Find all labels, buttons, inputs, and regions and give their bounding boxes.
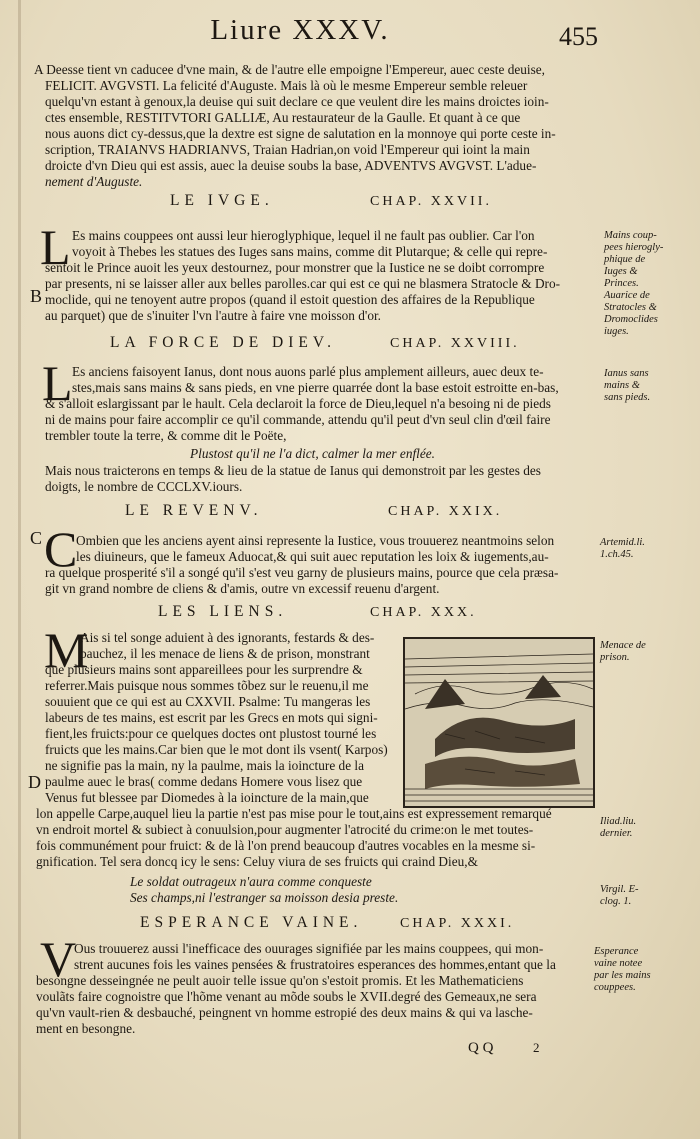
text-line: git vn grand nombre de cliens & d'amis, outre vn excessif reuenu d'argent. (45, 581, 440, 596)
text-line: fruicts que les mains.Car bien que le mot dont ils vsent( Karpos) (45, 742, 388, 757)
text-line: fient,les fruicts:pour ce quelques doctes ont plustost tourné les (45, 726, 377, 741)
text-line: doigts, le nombre de CCCLXV.iours. (45, 479, 243, 494)
drop-cap: L (42, 355, 73, 411)
text-line: vn endroit mortel & subiect à conuulsion,pour augmenter l'atrocité du crime:on le met toutes- (36, 822, 534, 837)
text-line: ra quelque prosperité s'il a songé qu'il s'est veu garny de plusieurs mains, pource que cela præsa- (45, 565, 559, 580)
text-line: quelqu'vn estant à genoux,la deuise qui suit declare ce que veulent dire les mains droictes ioin- (45, 94, 549, 109)
text-line: besongne desseingnée ne peult auoir telle issue qu'on s'estoit promis. Et les Mathematiciens (36, 973, 524, 988)
section-heading: ESPERANCE VAINE. (140, 914, 363, 931)
page-number: 455 (559, 22, 598, 51)
text-line: labeurs de tes mains, est escrit par les Grecs en mots qui signi- (45, 710, 378, 725)
signature-letter: D (28, 772, 41, 792)
text-line: Mais nous traicterons en temps & lieu de la statue de Ianus qui demonstroit par les gestes des (45, 463, 541, 478)
text-line: & s'alloit eslargissant par le hault. Cela declaroit la force de Dieu,lequel n'a besoing ni de pieds (45, 396, 551, 411)
text-line: ment en besongne. (36, 1021, 136, 1036)
text-line: scription, TRAIANVS HADRIANVS, Traian Hadrian,on void l'Empereur qui ioint la main (45, 142, 530, 157)
text-line: FELICIT. AVGVSTI. La felicité d'Auguste. Mais là où le mesme Empereur semble releuer (45, 78, 528, 93)
text-line: au parquet) que de s'inuiter l'vn l'autre à faire vne moisson d'or. (45, 308, 381, 323)
text-line: moclide, qui ne tenoyent autre propos (quand il estoit question des affaires de la Republique (45, 292, 535, 307)
text-line: nement d'Auguste. (45, 174, 143, 189)
section-heading: LES LIENS. (158, 603, 288, 620)
text-line: droicte d'vn Dieu qui est assis, auec la deuise soubs la base, ADVENTVS AVGVST. L'adue- (45, 158, 537, 173)
verse-line: Le soldat outrageux n'aura comme conqueste (130, 874, 372, 889)
text-line: referrer.Mais puisque nous sommes tõbez sur le reuenu,il me (45, 678, 369, 693)
text-line: A Deesse tient vn caducee d'vne main, & de l'autre elle empoigne l'Empereur, auec ceste deuise, (34, 62, 545, 77)
text-line: paulme auec le bras( comme dedans Homere vous lisez que (45, 774, 363, 789)
woodcut-illustration (403, 637, 595, 808)
text-line: ne signifie pas la main, ny la paulme, mais la ioincture de la (45, 758, 365, 773)
section-heading: LE IVGE. (170, 192, 274, 209)
drop-cap: L (40, 219, 71, 275)
text-line: fois communément pour fruict: & de là l'on prend beaucoup d'autres vocables en la mesme si- (36, 838, 536, 853)
signature-letter: B (30, 286, 43, 306)
verse-line: Plustost qu'il ne l'a dict, calmer la mer enflée. (190, 446, 435, 461)
text-line: que plusieurs mains sont appareillees pour les surprendre & (45, 662, 363, 677)
text-line: Es mains couppees ont aussi leur hieroglyphique, lequel il ne fault pas oublier. Car l'on (72, 228, 535, 243)
text-line: trembler toute la terre, & comme dit le Poëte, (45, 428, 287, 443)
drop-cap: V (40, 931, 77, 987)
signature-mark: 2 (533, 1040, 540, 1055)
text-line: sentoit le Prince auoit les yeux destournez, pour monstrer que la Iustice ne se doibt corrompre (45, 260, 545, 275)
text-line: lon appelle Carpe,auquel lieu la partie n'est pas mise pour le tout,ains est expressement remarqué (36, 806, 552, 821)
text-line: voulãts faire cognoistre que l'hõme venant au mõde soubs le XVII.degré des Gemeaux,ne sera (36, 989, 537, 1004)
text-line: Ais si tel songe aduient à des ignorants, festards & des- (80, 630, 375, 645)
chapter-number: CHAP. XXVII. (370, 194, 492, 209)
text-line: Es anciens faisoyent Ianus, dont nous auons parlé plus amplement ailleurs, auec deux te- (72, 364, 544, 379)
signature-letter: C (30, 528, 43, 548)
text-line: Ombien que les anciens ayent ainsi represente la Iustice, vous trouuerez neantmoins selon (76, 533, 555, 548)
text-line: souuient que ce qui est au CXXVII. Psalme: Tu mangeras les (45, 694, 371, 709)
catchword: Q Q (468, 1040, 494, 1056)
text-line: voyoit à Thebes les statues des Iuges sans mains, comme dit Plutarque; & celle qui repre- (72, 244, 548, 259)
text-line: par presents, ni se laisser aller aux belles parolles.car qui est ce qui ne blasmera Stratocle & Dro- (45, 276, 561, 291)
chapter-number: CHAP. XXXI. (400, 916, 515, 931)
text-line: bauchez, il les menace de liens & de prison, monstrant (80, 646, 370, 661)
chapter-number: CHAP. XXIX. (388, 504, 503, 519)
text-line: gnification. Tel sera doncq icy le sens: Celuy viura de ses fruicts qui craind Dieu,& (36, 854, 478, 869)
text-line: strent aucunes fois les vaines pensées & frustratoires esperances des hommes,entant que la (74, 957, 556, 972)
drop-cap: M (44, 622, 89, 678)
text-line: qu'vn vault-rien & desbauché, peingnent vn homme estropié des deux mains & qui va lasche- (36, 1005, 533, 1020)
verse-line: Ses champs,ni l'estranger sa moisson desia preste. (130, 890, 399, 905)
text-line: Venus fut blessee par Diomedes à la ioincture de la main,que (45, 790, 369, 805)
text-line: ctes ensemble, RESTITVTORI GALLIÆ, Au restaurateur de la Gaulle. Et quant à ce que (45, 110, 521, 125)
chapter-number: CHAP. XXX. (370, 605, 477, 620)
chapter-number: CHAP. XXVIII. (390, 336, 520, 351)
text-line: ni de mains pour faire accomplir ce qu'il commande, attendu qu'il peut d'vn seul clin d'œil faire (45, 412, 551, 427)
section-heading: LE REVENV. (125, 502, 263, 519)
book-page: Liure XXXV. 455 A Deesse tient vn caducee d'vne main, & de l'autre elle empoigne l'Empereur, auec ceste deuise, FELICIT. AVGVSTI. La felicité d'Auguste. Mais là où le mesme Empereur semble releuer quelqu'vn estant à genoux,la deuise qui suit declare ce que veulent dire les mains droictes ioin- ctes ensemble, RESTITVTORI GALLIÆ, Au restaurateur de la Gaulle. Et quant à ce que nous auons dict cy-dessus,que la dextre est signe de salutation en la monnoye qui porte ceste in- scription, TRAIANVS HADRIANVS, Traian Hadrian,on void l'Empereur qui ioint la main droicte d'vn Dieu qui est assis, auec la deuise soubs la base, ADVENTVS AVGVST. L'adue- nement d'Auguste. LE IVGE. CHAP. XXVII. L Es mains couppees ont aussi leur hieroglyphique, lequel il ne fault pas oublier. Car l'on voyoit à Thebes les statues des Iuges sans mains, comme dit Plutarque; & celle qui repre- sentoit le Prince auoit les yeux destournez, pour monstrer que la Iustice ne se doibt corrompre par presents, ni se laisser aller aux belles parolles.car qui est ce qui ne blasmera Stratocle & Dro- moclide, qui ne tenoyent autre propos (quand il estoit question des affaires de la Republique au parquet) que de s'inuiter l'vn l'autre à faire vne moisson d'or. B Mains coup- pees hierogly- phique de Iuges & Princes. Auarice de Stratocles & Dromoclides iuges. LA FORCE DE DIEV. CHAP. XXVIII. L Es anciens faisoyent Ianus, dont nous auons parlé plus amplement ailleurs, auec deux te- stes,mais sans mains & sans pieds, en vne pierre quarrée dont la base estoit estroitte en-bas, & s'alloit eslargissant par le hault. Cela declaroit la force de Dieu,lequel n'a besoing ni de pieds ni de mains pour faire accomplir ce qu'il commande, attendu qu'il peut d'vn seul clin d'œil faire trembler toute la terre, & comme dit le Poëte, Plustost qu'il ne l'a dict, calmer la mer enflée. Mais nous traicterons en temps & lieu de la statue de Ianus qui demonstroit par les gestes des doigts, le nombre de CCCLXV.iours. Ianus sans mains & sans pieds. LE REVENV. CHAP. XXIX. C C Ombien que les anciens ayent ainsi represente la Iustice, vous trouuerez neantmoins selon les diuineurs, que le fameux Aduocat,& qui suit auec reputation les loix & iugements,au- ra quelque prosperité s'il a songé qu'il s'est veu garny de plusieurs mains, pource que cela præsa- git vn grand nombre de cliens & d'amis, outre vn excessif reuenu d'argent. Artemid.li. 1.ch.45. LES LIENS. CHAP. XXX. M Ais si tel songe aduient à des ignorants, festards & des- bauchez, il les menace de liens & de prison, monstrant que plusieurs mains sont appareillees pour les surprendre & referrer.Mais puisque nous sommes tõbez sur le reuenu,il me souuient que ce qui est au CXXVII. Psalme: Tu mangeras les labeurs de tes mains, est escrit par les Grecs en mots qui signi- fient,les fruicts:pour ce quelques doctes ont plustost tourné les fruicts que les mains.Car bien que le mot dont ils vsent( Karpos) ne signifie pas la main, ny la paulme, mais la ioincture de la paulme auec le bras( comme dedans Homere vous lisez que Venus fut blessee par Diomedes à la ioincture de la main,que D lon appelle Carpe,auquel lieu la partie n'est pas mise pour le tout,ains est expressement remarqué vn endroit mortel & subiect à conuulsion,pour augmenter l'atrocité du crime:on le met toutes- fois communément pour fruict: & de là l'on prend beaucoup d'autres vocables en la mesme si- gnification. Tel sera doncq icy le sens: Celuy viura de ses fruicts qui craind Dieu,& Le soldat outrageux n'aura comme conqueste Ses champs,ni l'estranger sa moisson desia preste. Menace de prison. Iliad.liu. dernier. Virgil. E- clog. 1. ESPERANCE VAINE. CHAP. XXXI. V Ous trouuerez aussi l'inefficace des ouurages signifiée par les mains couppees, qui mon- strent aucunes fois les vaines pensées & frustratoires esperances des hommes,entant que la besongne desseingnée ne peult auoir telle issue qu'on s'estoit promis. Et les Mathematiciens voulãts faire cognoistre que l'hõme venant au mõde soubs le XVII.degré des Gemeaux,ne sera qu'vn vault-rien & desbauché, peingnent vn homme estropié des deux mains & qui va lasche- ment en besongne. Esperance vaine notee par les mains couppees. Q Q 2 (0, 0, 700, 1139)
text-line: Ous trouuerez aussi l'inefficace des ouurages signifiée par les mains couppees, qui mon- (74, 941, 544, 956)
text-line: nous auons dict cy-dessus,que la dextre est signe de salutation en la monnoye qui porte ceste in- (45, 126, 556, 141)
page-edge (18, 0, 21, 1139)
text-line: stes,mais sans mains & sans pieds, en vne pierre quarrée dont la base estoit estroitte en-bas, (72, 380, 559, 395)
text-line: les diuineurs, que le fameux Aduocat,& qui suit auec reputation les loix & iugements,au- (76, 549, 549, 564)
running-title: Liure XXXV. (210, 14, 390, 46)
section-heading: LA FORCE DE DIEV. (110, 334, 336, 351)
drop-cap: C (44, 521, 78, 577)
